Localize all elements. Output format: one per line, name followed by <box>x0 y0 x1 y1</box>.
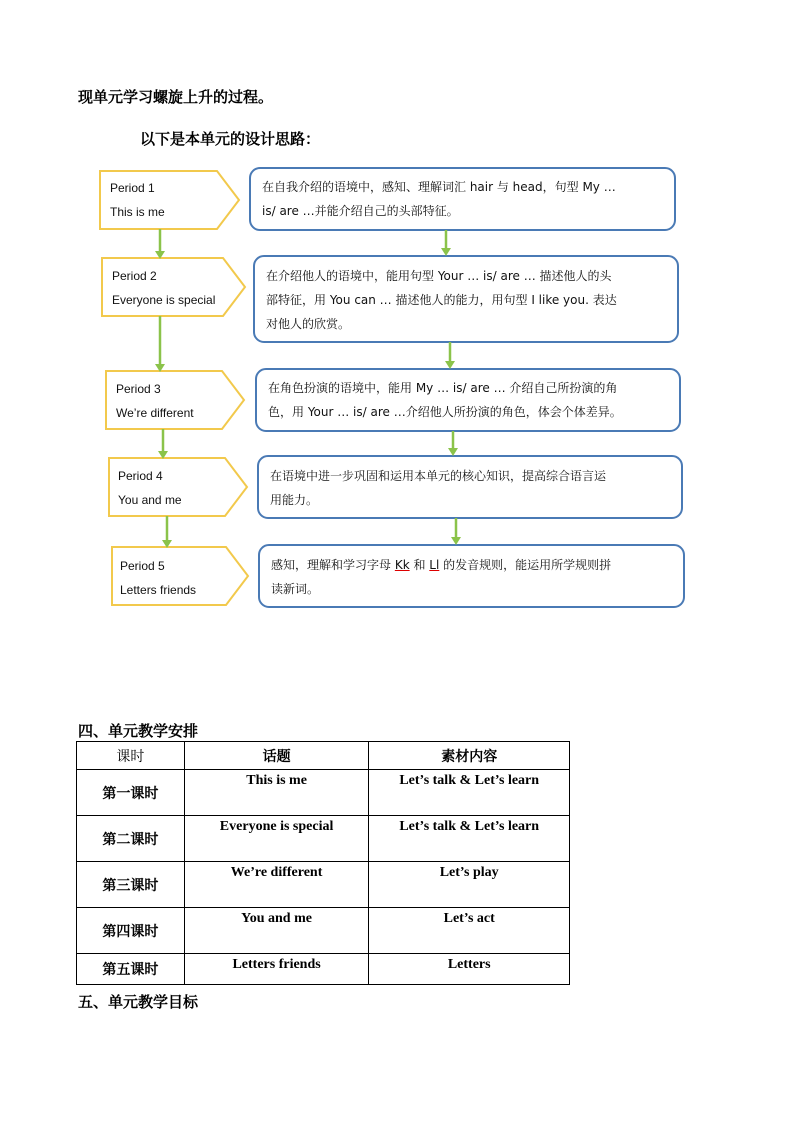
period-2-description <box>266 264 674 336</box>
table-row <box>77 770 570 816</box>
table-row <box>77 862 570 908</box>
period-2-topic: Everyone is special <box>112 293 216 307</box>
period-3-description <box>268 376 676 424</box>
topic-cell: We’re different <box>184 862 369 908</box>
period-3-desc-line: 色，用 Your … is/ are …介绍他人所扮演的角色，体会个体差异。 <box>268 405 622 419</box>
period-3-label <box>116 377 194 425</box>
table-row <box>77 816 570 862</box>
period-1-number: Period 1 <box>110 181 155 195</box>
material-cell: Let’s talk & Let’s learn <box>369 816 570 862</box>
period-5-desc-line: 读新词。 <box>271 582 320 596</box>
period-5-number: Period 5 <box>120 559 165 573</box>
header-lesson: 课时 <box>77 742 185 770</box>
period-1-description <box>262 175 670 223</box>
period-5-topic: Letters friends <box>120 583 197 597</box>
table-row <box>77 954 570 985</box>
header-topic: 话题 <box>184 742 369 770</box>
period-1-desc-line: is/ are …并能介绍自己的头部特征。 <box>262 204 459 218</box>
material-cell: Let’s act <box>369 908 570 954</box>
period-1-label <box>110 176 165 224</box>
topic-cell: Everyone is special <box>184 816 369 862</box>
period-5-label <box>120 554 196 602</box>
topic-cell: You and me <box>184 908 369 954</box>
lesson-cell: 第一课时 <box>77 770 185 816</box>
material-cell: Letters <box>369 954 570 985</box>
material-cell: Let’s talk & Let’s learn <box>369 770 570 816</box>
section-5-heading: 五、单元教学目标 <box>78 993 199 1011</box>
period-3-desc-line: 在角色扮演的语境中，能用 My … is/ are … 介绍自己所扮演的角 <box>268 381 618 395</box>
period-1-topic: This is me <box>110 205 165 219</box>
lesson-cell: 第五课时 <box>77 954 185 985</box>
period-4-description <box>270 464 678 512</box>
letter-ll: Ll <box>429 558 440 572</box>
topic-cell: Letters friends <box>184 954 369 985</box>
intro-text: 现单元学习螺旋上升的过程。 <box>78 88 274 106</box>
period-4-label <box>118 464 182 512</box>
period-5-desc-line <box>271 553 679 577</box>
section-4-heading: 四、单元教学安排 <box>78 722 199 740</box>
letter-kk: Kk <box>394 558 410 572</box>
period-1-desc-line: 在自我介绍的语境中，感知、理解词汇 hair 与 head，句型 My … <box>262 180 616 194</box>
period-2-label <box>112 264 215 312</box>
period-2-number: Period 2 <box>112 269 157 283</box>
period-3-number: Period 3 <box>116 382 161 396</box>
period-3-topic: We’re different <box>116 406 194 420</box>
period-4-topic: You and me <box>118 493 182 507</box>
table-row <box>77 908 570 954</box>
material-cell: Let’s play <box>369 862 570 908</box>
desc-text: 的发音规则，能运用所学规则拼 <box>439 558 612 572</box>
period-4-desc-line: 在语境中进一步巩固和运用本单元的核心知识，提高综合语言运 <box>270 469 607 483</box>
lesson-plan-table <box>76 741 570 985</box>
period-4-desc-line: 用能力。 <box>270 493 319 507</box>
lesson-cell: 第二课时 <box>77 816 185 862</box>
period-2-desc-line: 部特征，用 You can … 描述他人的能力，用句型 I like you. 表达 <box>266 293 617 307</box>
period-5-description <box>271 553 679 601</box>
topic-cell: This is me <box>184 770 369 816</box>
desc-text: 和 <box>409 558 430 572</box>
desc-text: 感知，理解和学习字母 <box>271 558 395 572</box>
table-header-row <box>77 742 570 770</box>
lesson-cell: 第四课时 <box>77 908 185 954</box>
period-2-desc-line: 在介绍他人的语境中，能用句型 Your … is/ are … 描述他人的头 <box>266 269 612 283</box>
header-material: 素材内容 <box>369 742 570 770</box>
period-4-number: Period 4 <box>118 469 163 483</box>
period-2-desc-line: 对他人的欣赏。 <box>266 317 351 331</box>
lesson-cell: 第三课时 <box>77 862 185 908</box>
design-subtitle: 以下是本单元的设计思路： <box>140 130 321 148</box>
